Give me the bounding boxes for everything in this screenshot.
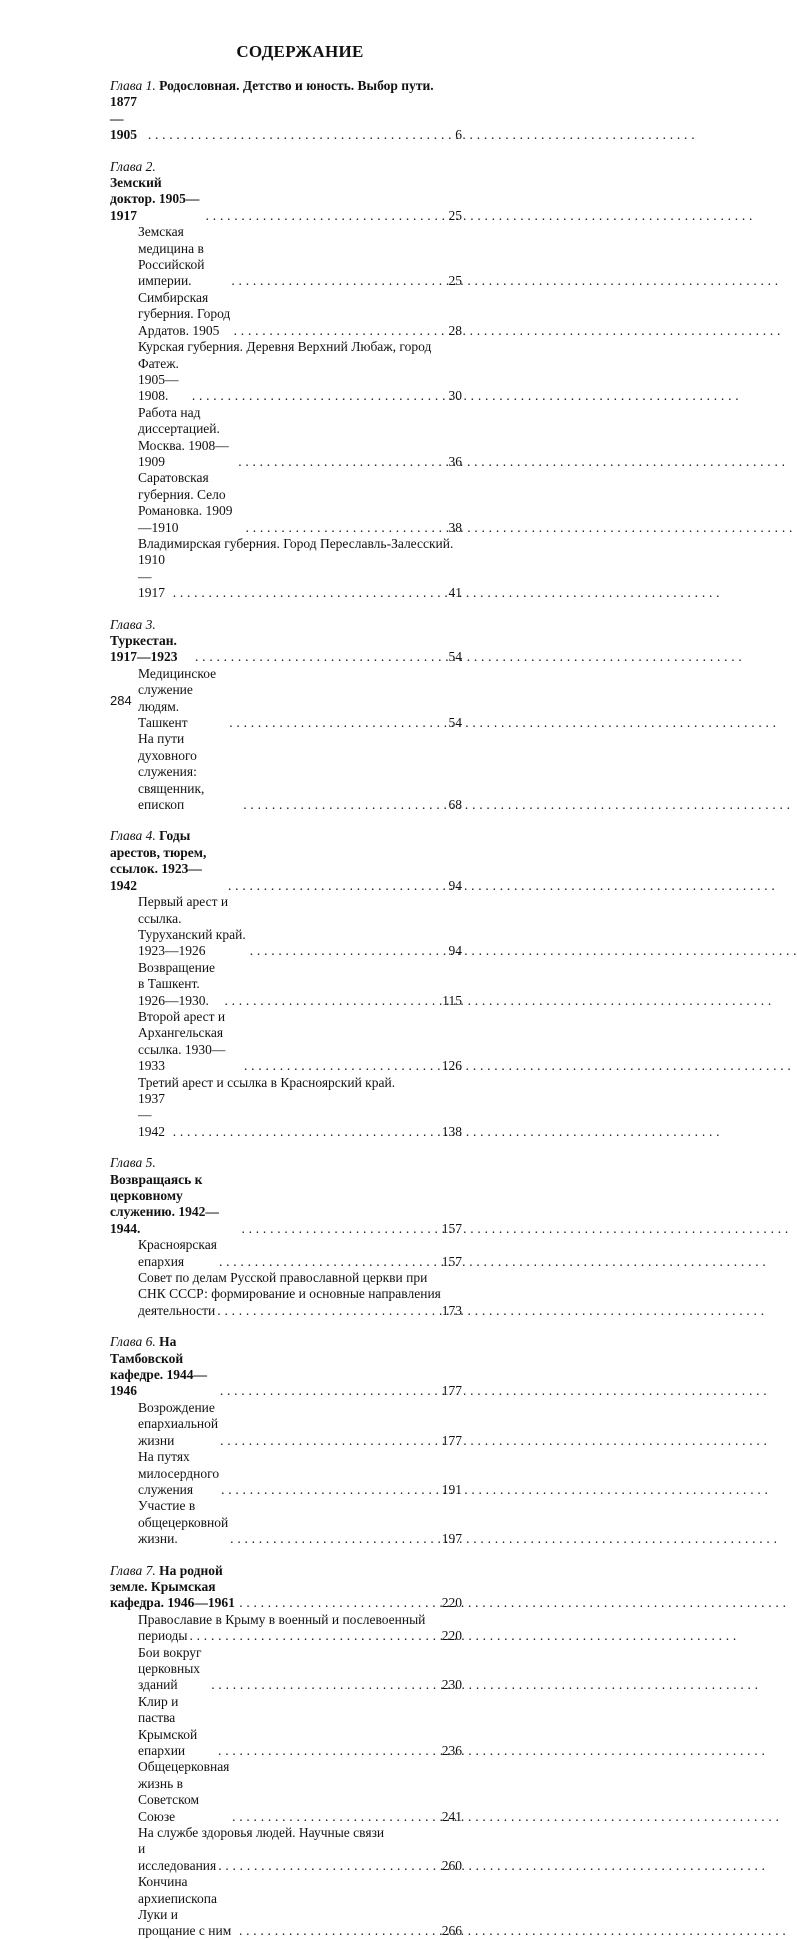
page-ref: 191 bbox=[441, 1481, 462, 1497]
entry-text bbox=[138, 552, 171, 601]
chapter-block bbox=[110, 828, 462, 1140]
dot-leader bbox=[243, 797, 438, 813]
dot-leader bbox=[221, 1482, 438, 1498]
section-line[interactable] bbox=[110, 1874, 462, 1940]
entry-text bbox=[138, 1270, 427, 1286]
entry-text bbox=[138, 1628, 188, 1644]
chapter-block bbox=[110, 1155, 462, 1319]
chapter-heading-line[interactable] bbox=[110, 1334, 462, 1400]
section-line[interactable] bbox=[110, 894, 462, 960]
chapter-label: Глава 2. bbox=[110, 158, 156, 174]
section-line[interactable] bbox=[110, 339, 462, 355]
page-ref: 230 bbox=[441, 1677, 462, 1693]
chapter-block bbox=[110, 1334, 462, 1547]
entry-text bbox=[138, 1645, 209, 1694]
entry-text bbox=[110, 1334, 218, 1400]
section-line[interactable] bbox=[110, 470, 462, 536]
page-ref: 30 bbox=[448, 388, 462, 404]
page-ref: 54 bbox=[448, 715, 462, 731]
dot-leader bbox=[218, 1743, 438, 1759]
section-line[interactable] bbox=[110, 1091, 462, 1140]
chapter-heading-line[interactable] bbox=[110, 94, 462, 143]
entry-text bbox=[138, 960, 222, 1009]
entry-text bbox=[138, 666, 227, 732]
section-line[interactable] bbox=[110, 1303, 462, 1319]
section-line[interactable] bbox=[110, 1612, 462, 1628]
table-of-contents bbox=[110, 78, 462, 1940]
chapter-heading-line[interactable] bbox=[110, 828, 462, 894]
page-ref: 25 bbox=[448, 273, 462, 289]
chapter-title: Возвращаясь к церковному служению. 1942—1944. bbox=[110, 1171, 219, 1236]
section-title: Второй арест и Архангельская ссылка. 1930—1933 bbox=[138, 1008, 226, 1074]
chapter-label: Глава 1. bbox=[110, 78, 156, 93]
section-title: Земская медицина в Российской империи. bbox=[138, 224, 205, 289]
dot-leader bbox=[229, 715, 438, 731]
chapter-label: Глава 7. bbox=[110, 1562, 156, 1578]
entry-text bbox=[138, 1091, 171, 1140]
section-line[interactable] bbox=[110, 1694, 462, 1760]
entry-text bbox=[138, 1825, 384, 1841]
section-title: Возвращение в Ташкент. 1926—1930. bbox=[138, 959, 216, 1008]
page-ref: 28 bbox=[448, 322, 462, 338]
section-title: На путях милосердного служения bbox=[138, 1449, 220, 1497]
section-line[interactable] bbox=[110, 1759, 462, 1825]
dot-leader bbox=[218, 1858, 438, 1874]
dot-leader bbox=[173, 585, 438, 601]
page-ref: 6 bbox=[455, 127, 462, 143]
page-ref: 41 bbox=[448, 585, 462, 601]
entry-text bbox=[138, 356, 190, 405]
entry-text bbox=[138, 1009, 242, 1075]
chapter-title: На Тамбовской кафедре. 1944—1946 bbox=[110, 1334, 208, 1399]
dot-leader bbox=[192, 388, 438, 404]
chapter-heading-line[interactable] bbox=[110, 617, 462, 666]
entry-text bbox=[138, 1449, 219, 1498]
entry-text bbox=[138, 1400, 218, 1449]
dot-leader bbox=[238, 454, 438, 470]
section-title: периоды bbox=[138, 1628, 188, 1644]
chapter-title: Земский доктор. 1905—1917 bbox=[110, 175, 200, 223]
section-line[interactable] bbox=[110, 290, 462, 339]
dot-leader bbox=[239, 1923, 438, 1939]
section-title: деятельности bbox=[138, 1302, 216, 1318]
chapter-block bbox=[110, 1563, 462, 1940]
page-ref: 126 bbox=[441, 1058, 462, 1074]
section-title: 1910—1917 bbox=[138, 552, 165, 601]
dot-leader bbox=[232, 1809, 438, 1825]
dot-leader bbox=[217, 1303, 438, 1319]
section-title: Курская губерния. Деревня Верхний Любаж, город bbox=[138, 339, 432, 355]
section-line[interactable] bbox=[110, 1237, 462, 1270]
page-ref: 220 bbox=[441, 1595, 462, 1611]
section-line[interactable] bbox=[110, 960, 462, 1009]
section-title: Фатеж. 1905—1908. bbox=[138, 355, 179, 404]
chapter-label: Глава 4. bbox=[110, 828, 156, 844]
section-line[interactable] bbox=[110, 1075, 462, 1091]
section-line[interactable] bbox=[110, 1009, 462, 1075]
section-title: Медицинское служение людям. Ташкент bbox=[138, 665, 217, 731]
page-ref: 197 bbox=[441, 1531, 462, 1547]
entry-text bbox=[110, 617, 193, 666]
dot-leader bbox=[228, 878, 438, 894]
dot-leader bbox=[246, 520, 438, 536]
dot-leader bbox=[220, 1383, 438, 1399]
section-line[interactable] bbox=[110, 1400, 462, 1449]
page-ref: 220 bbox=[441, 1628, 462, 1644]
chapter-title: Родословная. Детство и юность. Выбор пути. bbox=[159, 78, 434, 93]
section-line[interactable] bbox=[110, 731, 462, 813]
dot-leader bbox=[230, 1531, 438, 1547]
page-ref: 177 bbox=[441, 1432, 462, 1448]
page-ref: 54 bbox=[448, 649, 462, 665]
chapter-title: Туркестан. 1917—1923 bbox=[110, 633, 178, 665]
section-line[interactable] bbox=[110, 405, 462, 471]
section-line[interactable] bbox=[110, 552, 462, 601]
chapter-block bbox=[110, 617, 462, 814]
entry-text bbox=[138, 731, 241, 813]
page-ref: 260 bbox=[441, 1857, 462, 1873]
chapter-label: Глава 5. bbox=[110, 1155, 156, 1171]
dot-leader bbox=[231, 273, 438, 289]
page-ref: 236 bbox=[441, 1743, 462, 1758]
section-title: Симбирская губерния. Город Ардатов. 1905 bbox=[138, 289, 231, 338]
chapter-label: Глава 6. bbox=[110, 1334, 156, 1350]
entry-text bbox=[138, 1286, 441, 1302]
section-line[interactable] bbox=[110, 536, 462, 552]
page-ref: 157 bbox=[441, 1253, 462, 1269]
section-line[interactable] bbox=[110, 1628, 462, 1644]
entry-text bbox=[138, 1237, 217, 1270]
section-line[interactable] bbox=[110, 1841, 462, 1874]
page-ref: 38 bbox=[448, 519, 462, 535]
dot-leader bbox=[234, 323, 438, 339]
entry-text bbox=[138, 894, 248, 960]
section-title: Кончина архиепископа Луки и прощание с ним bbox=[138, 1874, 232, 1939]
section-title: Первый арест и ссылка. Туруханский край. 1923—1926 bbox=[138, 894, 246, 959]
section-line[interactable] bbox=[110, 1825, 462, 1841]
dot-leader bbox=[239, 1595, 438, 1611]
section-line[interactable] bbox=[110, 1449, 462, 1498]
section-line[interactable] bbox=[110, 666, 462, 732]
dot-leader bbox=[241, 1221, 438, 1237]
dot-leader bbox=[206, 208, 438, 224]
chapter-heading-line[interactable] bbox=[110, 1563, 462, 1612]
section-line[interactable] bbox=[110, 224, 462, 290]
section-title: Участие в общецерковной жизни. bbox=[138, 1498, 229, 1547]
chapter-heading-line[interactable] bbox=[110, 159, 462, 225]
section-title: СНК СССР: формирование и основные направления bbox=[138, 1286, 441, 1302]
page-ref: 36 bbox=[448, 453, 462, 469]
dot-leader bbox=[211, 1677, 438, 1693]
entry-text bbox=[110, 1155, 239, 1237]
entry-text bbox=[138, 536, 453, 552]
dot-leader bbox=[244, 1058, 438, 1074]
dot-leader bbox=[220, 1433, 438, 1449]
chapter-title: 1877—1905 bbox=[110, 94, 137, 143]
chapter-heading-line[interactable] bbox=[110, 78, 462, 94]
entry-text bbox=[110, 159, 204, 225]
entry-text bbox=[138, 1498, 228, 1547]
section-title: Третий арест и ссылка в Красноярский край. bbox=[138, 1074, 396, 1090]
page-ref: 25 bbox=[448, 207, 462, 223]
page-ref: 177 bbox=[441, 1383, 462, 1399]
dot-leader bbox=[173, 1124, 438, 1140]
entry-text bbox=[138, 1841, 216, 1874]
page-ref: 115 bbox=[442, 992, 462, 1008]
section-line[interactable] bbox=[110, 356, 462, 405]
entry-text bbox=[138, 339, 431, 355]
section-line[interactable] bbox=[110, 1286, 462, 1302]
section-line[interactable] bbox=[110, 1645, 462, 1694]
section-title: 1937—1942 bbox=[138, 1090, 165, 1139]
section-title: Красноярская епархия bbox=[138, 1237, 217, 1269]
page-ref: 157 bbox=[441, 1220, 462, 1236]
page-ref: 138 bbox=[441, 1123, 462, 1139]
entry-text bbox=[138, 1759, 230, 1825]
section-line[interactable] bbox=[110, 1270, 462, 1286]
entry-text bbox=[138, 470, 244, 536]
section-title: и исследования bbox=[138, 1841, 217, 1873]
page-ref: 94 bbox=[448, 943, 462, 959]
chapter-block bbox=[110, 78, 462, 144]
section-title: Саратовская губерния. Село Романовка. 1909—1910 bbox=[138, 470, 233, 535]
dot-leader bbox=[195, 649, 438, 665]
section-title: Общецерковная жизнь в Советском Союзе bbox=[138, 1759, 230, 1824]
chapter-heading-line[interactable] bbox=[110, 1155, 462, 1237]
page-ref: 68 bbox=[448, 797, 462, 813]
entry-text bbox=[138, 1694, 216, 1760]
section-title: Бои вокруг церковных зданий bbox=[138, 1644, 202, 1693]
chapter-title: Годы арестов, тюрем, ссылок. 1923—1942 bbox=[110, 828, 207, 893]
section-title: Владимирская губерния. Город Переславль-Залесский. bbox=[138, 535, 454, 551]
page-ref: 173 bbox=[441, 1302, 462, 1318]
chapter-label: Глава 3. bbox=[110, 616, 156, 632]
section-title: Православие в Крыму в военный и послевоенный bbox=[138, 1611, 426, 1627]
page-ref: 94 bbox=[448, 877, 462, 893]
entry-text bbox=[138, 1075, 395, 1091]
section-title: На службе здоровья людей. Научные связи bbox=[138, 1825, 385, 1841]
page-title: СОДЕРЖАНИЕ bbox=[236, 42, 364, 61]
dot-leader bbox=[250, 943, 438, 959]
section-title: Клир и паства Крымской епархии bbox=[138, 1693, 198, 1758]
chapter-title: На родной земле. Крымская кафедра. 1946—1961 bbox=[110, 1562, 235, 1611]
dot-leader bbox=[224, 993, 438, 1009]
dot-leader bbox=[148, 127, 438, 143]
entry-text bbox=[138, 290, 232, 339]
page-number: 284 bbox=[110, 693, 132, 708]
page-ref: 266 bbox=[441, 1923, 462, 1939]
entry-text bbox=[110, 1563, 237, 1612]
section-line[interactable] bbox=[110, 1498, 462, 1547]
section-title: На пути духовного служения: священник, епископ bbox=[138, 731, 205, 813]
entry-text bbox=[110, 828, 226, 894]
chapter-block bbox=[110, 159, 462, 602]
entry-text bbox=[138, 1612, 425, 1628]
dot-leader bbox=[219, 1254, 438, 1270]
section-title: Возрождение епархиальной жизни bbox=[138, 1399, 219, 1448]
entry-text bbox=[138, 1303, 215, 1319]
entry-text bbox=[110, 94, 146, 143]
dot-leader bbox=[190, 1628, 439, 1644]
page-ref: 241 bbox=[441, 1808, 462, 1824]
entry-text bbox=[138, 405, 236, 471]
section-title: Работа над диссертацией. Москва. 1908—1909 bbox=[138, 404, 229, 469]
entry-text bbox=[138, 224, 229, 290]
entry-text bbox=[138, 1874, 237, 1940]
section-title: Совет по делам Русской православной церкви при bbox=[138, 1270, 428, 1286]
entry-text bbox=[110, 78, 434, 94]
